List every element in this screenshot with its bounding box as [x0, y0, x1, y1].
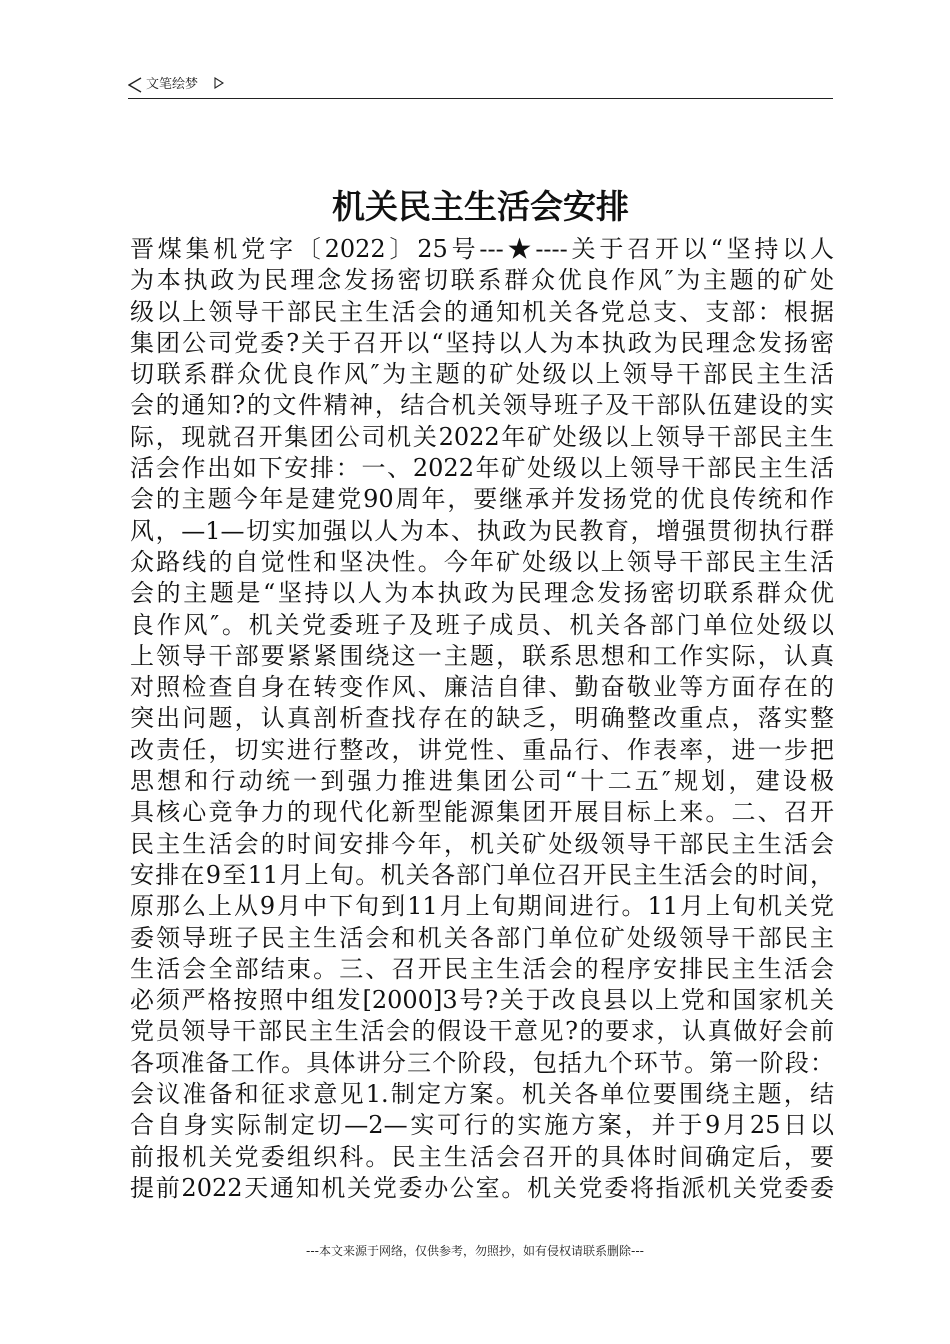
- body-line: 生活会全部结束。三、召开民主生活会的程序安排民主生活会: [130, 954, 834, 983]
- body-line: 对照检查自身在转变作风、廉洁自律、勤奋敬业等方面存在的: [130, 673, 834, 702]
- page-footer-disclaimer: ---本文来源于网络，仅供参考，勿照抄，如有侵权请联系删除---: [306, 1244, 644, 1258]
- header-label: 文笔绘梦: [146, 77, 199, 92]
- body-line: 提前2022天通知机关党委办公室。机关党委将指派机关党委委: [130, 1173, 834, 1202]
- body-line: 风，—1—切实加强以人为本、执政为民教育，增强贯彻执行群: [130, 516, 834, 545]
- body-line: 集团公司党委?关于召开以“坚持以人为本执政为民理念发扬密: [130, 328, 834, 357]
- document-body: [130, 234, 834, 1204]
- triangle-right-icon: [214, 77, 224, 89]
- body-line: 切联系群众优良作风″为主题的矿处级以上领导干部民主生活: [130, 360, 834, 389]
- body-line: 会议准备和征求意见1.制定方案。机关各单位要围绕主题，结: [130, 1080, 834, 1109]
- body-line: 活会作出如下安排：一、2022年矿处级以上领导干部民主生活: [130, 454, 834, 483]
- body-line: 会的主题是“坚持以人为本执政为民理念发扬密切联系群众优: [130, 579, 834, 608]
- triangle-left-icon: [128, 77, 142, 93]
- body-line: 必须严格按照中组发[2000]3号?关于改良县以上党和国家机关: [130, 986, 834, 1015]
- body-line: 思想和行动统一到强力推进集团公司“十二五″规划，建设极: [130, 767, 834, 796]
- body-line: 前报机关党委组织科。民主生活会召开的具体时间确定后，要: [130, 1142, 834, 1171]
- body-line: 安排在9至11月上旬。机关各部门单位召开民主生活会的时间，: [130, 860, 834, 889]
- body-line: 为本执政为民理念发扬密切联系群众优良作风″为主题的矿处: [130, 266, 834, 295]
- body-line: 上领导干部要紧紧围绕这一主题，联系思想和工作实际，认真: [130, 641, 834, 670]
- body-line: 会的主题今年是建党90周年，要继承并发扬党的优良传统和作: [130, 485, 834, 514]
- body-line: 改责任，切实进行整改，讲党性、重品行、作表率，进一步把: [130, 735, 834, 764]
- body-line: 众路线的自觉性和坚决性。今年矿处级以上领导干部民主生活: [130, 547, 834, 576]
- body-line: 委领导班子民主生活会和机关各部门单位矿处级领导干部民主: [130, 923, 834, 952]
- body-line: 突出问题，认真剖析查找存在的缺乏，明确整改重点，落实整: [130, 704, 834, 733]
- body-line: 级以上领导干部民主生活会的通知机关各党总支、支部：根据: [130, 297, 834, 326]
- body-line: 会的通知?的文件精神，结合机关领导班子及干部队伍建设的实: [130, 391, 834, 420]
- page-header: [128, 74, 833, 99]
- body-line: 具核心竞争力的现代化新型能源集团开展目标上来。二、召开: [130, 798, 834, 827]
- body-line: 晋煤集机党字〔2022〕25号---★----关于召开以“坚持以人: [130, 235, 834, 263]
- body-line: 际，现就召开集团公司机关2022年矿处级以上领导干部民主生: [130, 422, 834, 451]
- body-line: 民主生活会的时间安排今年，机关矿处级领导干部民主生活会: [130, 829, 834, 858]
- body-line: 原那么上从9月中下旬到11月上旬期间进行。11月上旬机关党: [130, 892, 834, 921]
- body-line: 各项准备工作。具体讲分三个阶段，包括九个环节。第一阶段：: [130, 1048, 834, 1077]
- body-line: 合自身实际制定切—2—实可行的实施方案，并于9月25日以: [130, 1111, 834, 1140]
- body-line: 良作风″。机关党委班子及班子成员、机关各部门单位处级以: [130, 610, 834, 639]
- body-line: 党员领导干部民主生活会的假设干意见?的要求，认真做好会前: [130, 1017, 834, 1046]
- document-title: 机关民主生活会安排: [332, 187, 629, 226]
